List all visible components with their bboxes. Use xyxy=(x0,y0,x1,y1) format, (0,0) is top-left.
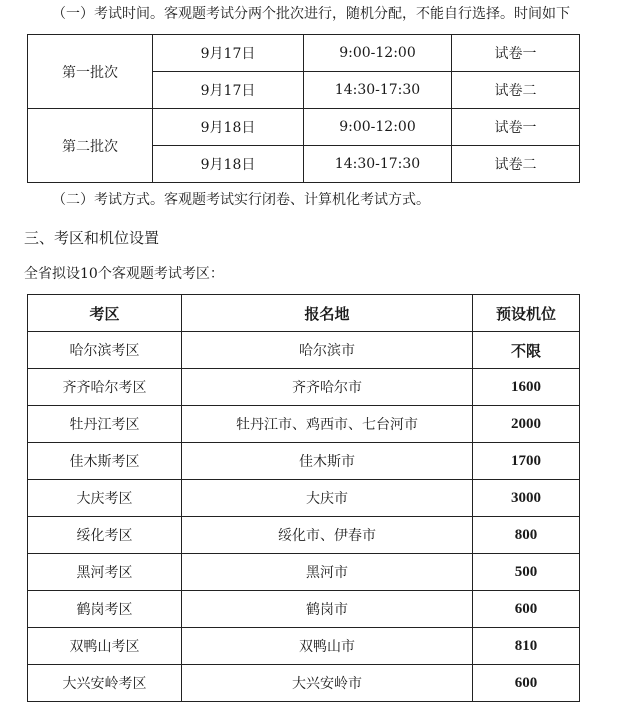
table-row xyxy=(28,109,580,146)
seat-count: 810 xyxy=(473,628,580,665)
exam-schedule-table xyxy=(27,34,580,183)
batch-name: 第一批次 xyxy=(28,35,153,109)
registration-place: 哈尔滨市 xyxy=(182,332,473,369)
seat-count: 3000 xyxy=(473,480,580,517)
table-row xyxy=(28,517,580,554)
batch-name: 第二批次 xyxy=(28,109,153,183)
area-name: 绥化考区 xyxy=(28,517,182,554)
area-name: 佳木斯考区 xyxy=(28,443,182,480)
area-name: 哈尔滨考区 xyxy=(28,332,182,369)
exam-date: 9月18日 xyxy=(153,109,304,146)
seat-count: 600 xyxy=(473,665,580,702)
table-row xyxy=(28,554,580,591)
exam-paper: 试卷二 xyxy=(452,146,580,183)
exam-date: 9月17日 xyxy=(153,72,304,109)
areas-intro: 全省拟设10个客观题考试考区： xyxy=(24,266,224,282)
seat-count: 不限 xyxy=(473,332,580,369)
registration-place: 齐齐哈尔市 xyxy=(182,369,473,406)
column-header-seats: 预设机位 xyxy=(473,295,580,332)
area-name: 牡丹江考区 xyxy=(28,406,182,443)
column-header-place: 报名地 xyxy=(182,295,473,332)
exam-time: 14:30-17:30 xyxy=(304,146,452,183)
section-title: 三、考区和机位设置 xyxy=(24,229,160,247)
seat-count: 1700 xyxy=(473,443,580,480)
registration-place: 鹤岗市 xyxy=(182,591,473,628)
seat-count: 500 xyxy=(473,554,580,591)
exam-paper: 试卷二 xyxy=(452,72,580,109)
seat-count: 600 xyxy=(473,591,580,628)
table-header-row xyxy=(28,295,580,332)
table-row xyxy=(28,480,580,517)
exam-date: 9月17日 xyxy=(153,35,304,72)
table-row xyxy=(28,332,580,369)
area-name: 黑河考区 xyxy=(28,554,182,591)
column-header-area: 考区 xyxy=(28,295,182,332)
table-row xyxy=(28,35,580,72)
exam-paper: 试卷一 xyxy=(452,109,580,146)
area-name: 齐齐哈尔考区 xyxy=(28,369,182,406)
exam-areas-table xyxy=(27,294,580,702)
area-name: 双鸭山考区 xyxy=(28,628,182,665)
exam-method-paragraph: （二）考试方式。客观题考试实行闭卷、计算机化考试方式。 xyxy=(52,192,430,208)
registration-place: 大庆市 xyxy=(182,480,473,517)
exam-time: 9:00-12:00 xyxy=(304,35,452,72)
registration-place: 佳木斯市 xyxy=(182,443,473,480)
exam-date: 9月18日 xyxy=(153,146,304,183)
area-name: 大兴安岭考区 xyxy=(28,665,182,702)
seat-count: 1600 xyxy=(473,369,580,406)
exam-paper: 试卷一 xyxy=(452,35,580,72)
exam-time: 14:30-17:30 xyxy=(304,72,452,109)
area-name: 大庆考区 xyxy=(28,480,182,517)
table-row xyxy=(28,665,580,702)
table-row xyxy=(28,628,580,665)
table-row xyxy=(28,443,580,480)
table-row xyxy=(28,591,580,628)
table-row xyxy=(28,406,580,443)
seat-count: 800 xyxy=(473,517,580,554)
registration-place: 黑河市 xyxy=(182,554,473,591)
registration-place: 牡丹江市、鸡西市、七台河市 xyxy=(182,406,473,443)
registration-place: 大兴安岭市 xyxy=(182,665,473,702)
table-row xyxy=(28,369,580,406)
registration-place: 双鸭山市 xyxy=(182,628,473,665)
exam-time-paragraph: （一）考试时间。客观题考试分两个批次进行，随机分配，不能自行选择。时间如下 xyxy=(52,6,570,22)
exam-time: 9:00-12:00 xyxy=(304,109,452,146)
area-name: 鹤岗考区 xyxy=(28,591,182,628)
seat-count: 2000 xyxy=(473,406,580,443)
registration-place: 绥化市、伊春市 xyxy=(182,517,473,554)
